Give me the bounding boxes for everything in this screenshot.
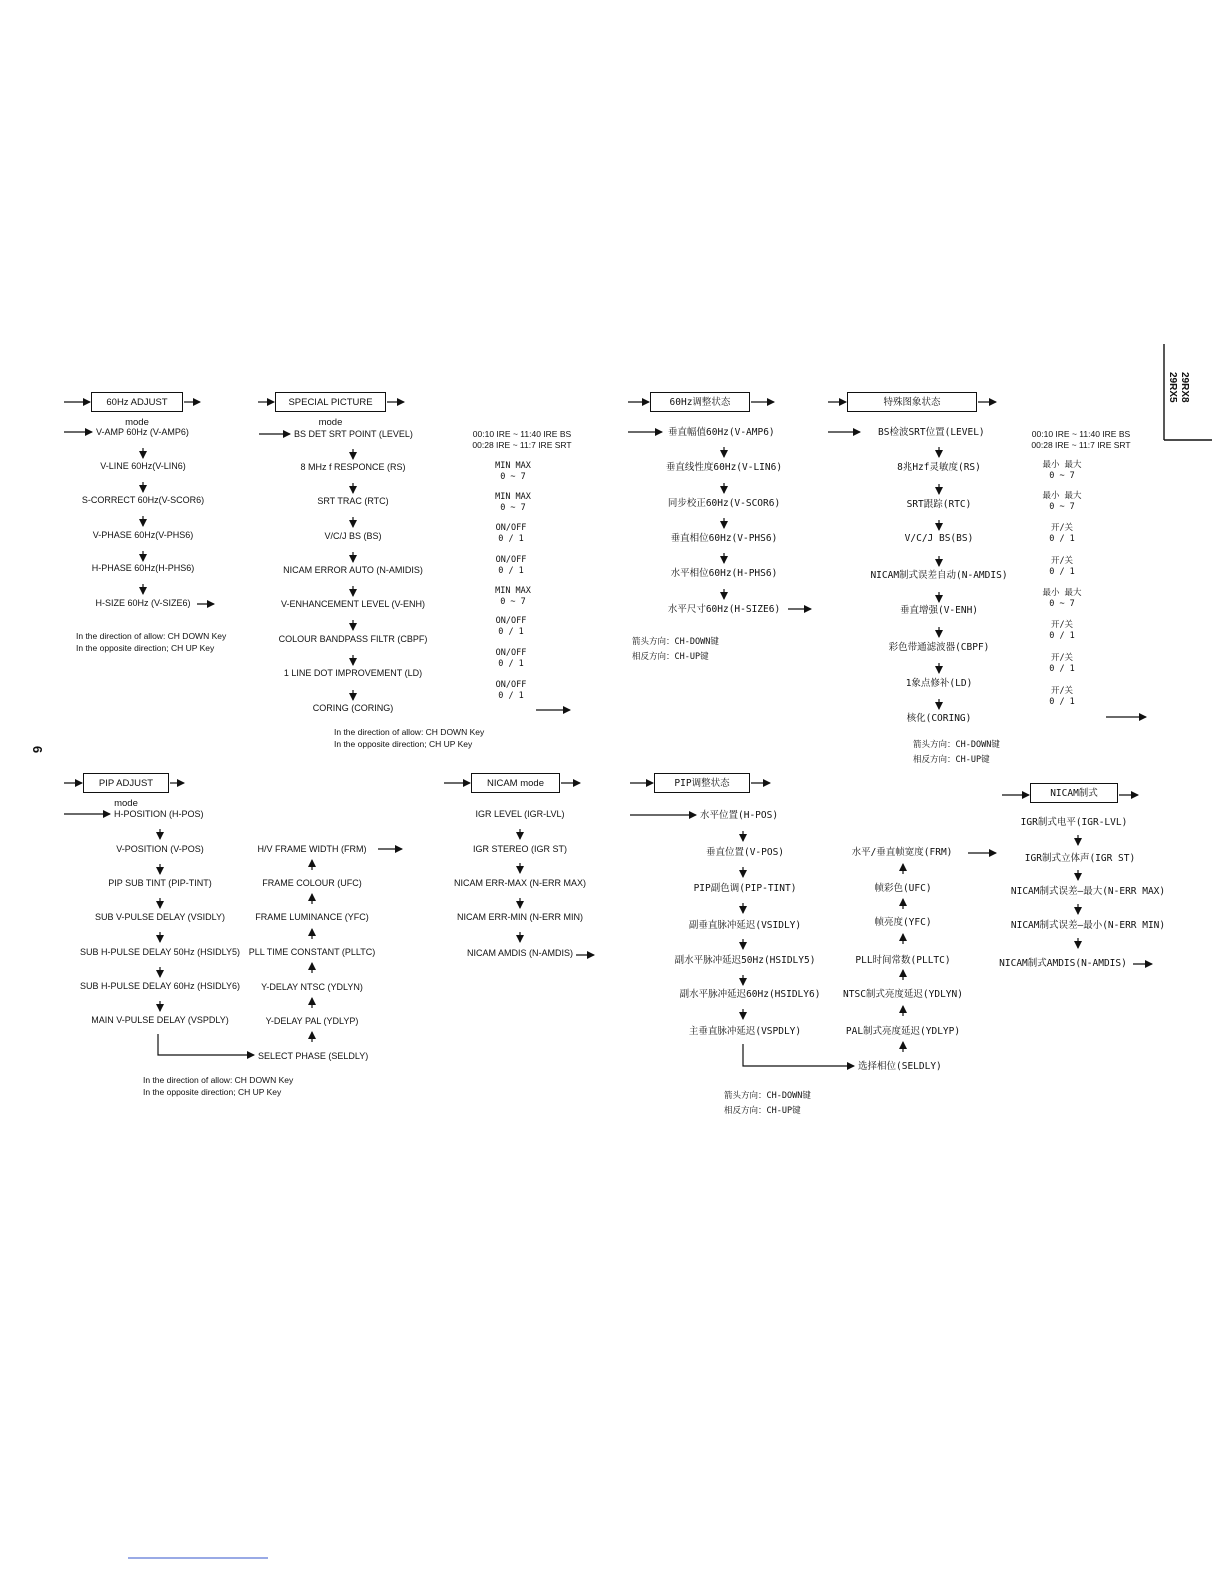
en-nicam-item: NICAM ERR-MAX (N-ERR MAX): [454, 878, 586, 888]
zh-special-value: [1049, 523, 1075, 544]
value-line: 0 ~ 7: [1049, 470, 1075, 481]
en-special-value: [496, 555, 527, 576]
value-line: 开/关: [1050, 556, 1074, 566]
zh-special-value: [1049, 686, 1075, 707]
en-special-item: NICAM ERROR AUTO (N-AMIDIS): [283, 565, 423, 575]
value-line: ON/OFF: [495, 616, 527, 626]
value-line: 0 / 1: [498, 658, 524, 669]
zh-special-value: [1042, 588, 1081, 609]
zh-60hz-item: 垂直幅值60Hz(V-AMP6): [668, 427, 775, 438]
en-pip-right-item: PLL TIME CONSTANT (PLLTC): [248, 947, 376, 957]
zh-special-value: [1049, 653, 1075, 674]
select-phase-connector: [743, 1044, 854, 1066]
en-special-value: [472, 429, 571, 450]
zh-pip-left-item: 副垂直脉冲延迟(VSIDLY): [688, 920, 802, 931]
en-nicam-item: NICAM AMDIS (N-AMDIS): [466, 948, 574, 958]
zh-nicam-mode-title: NICAM制式: [1030, 783, 1118, 803]
en-pip-left-item: SUB H-PULSE DELAY 60Hz (HSIDLY6): [79, 981, 241, 991]
en-special-item: 8 MHz f RESPONCE (RS): [300, 462, 406, 472]
zh-pip-right-item: NTSC制式亮度延迟(YDLYN): [843, 989, 963, 1000]
en-pip-note-2: In the opposite direction; CH UP Key: [143, 1087, 282, 1097]
en-special-value: [496, 648, 527, 669]
en-special-item: COLOUR BANDPASS FILTR (CBPF): [278, 634, 428, 644]
en-pip-left-item: MAIN V-PULSE DELAY (VSPDLY): [91, 1015, 229, 1025]
zh-special-value: [1042, 460, 1081, 481]
en-special-mode-title: SPECIAL PICTURE mode: [275, 392, 386, 412]
en-pip-right-item: FRAME COLOUR (UFC): [262, 878, 362, 888]
value-line: MIN MAX: [495, 492, 531, 502]
en-special-item: SRT TRAC (RTC): [317, 496, 389, 506]
en-pip-right-item: Y-DELAY PAL (YDLYP): [265, 1016, 359, 1026]
en-pip-right-item: SELECT PHASE (SELDLY): [258, 1051, 369, 1061]
model-label-line1: 29RX5: [1167, 372, 1178, 403]
zh-special-value: [1042, 491, 1081, 512]
zh-pip-left-item: 垂直位置(V-POS): [705, 847, 785, 858]
zh-special-value: [1049, 556, 1075, 577]
value-line: 开/关: [1050, 686, 1074, 696]
value-line: 开/关: [1050, 653, 1074, 663]
value-line: 0 ~ 7: [1049, 598, 1075, 609]
zh-pip-right-item: 选择相位(SELDLY): [858, 1061, 942, 1072]
en-special-item: BS DET SRT POINT (LEVEL): [294, 429, 413, 439]
value-line: ON/OFF: [495, 680, 527, 690]
en-special-value: [495, 461, 531, 482]
value-line: ON/OFF: [495, 523, 527, 533]
en-special-item: CORING (CORING): [312, 703, 394, 713]
zh-pip-right-item: PAL制式亮度延迟(YDLYP): [845, 1026, 961, 1037]
zh-nicam-item: NICAM制式AMDIS(N-AMDIS): [999, 958, 1127, 969]
value-line: 0 ~ 7: [500, 502, 526, 513]
en-pip-left-item: SUB V-PULSE DELAY (VSIDLY): [94, 912, 226, 922]
value-line: 0 / 1: [1049, 663, 1075, 674]
value-line: 开/关: [1050, 620, 1074, 630]
en-special-value: [496, 523, 527, 544]
en-pip-right-item: H/V FRAME WIDTH (FRM): [257, 844, 367, 854]
zh-special-item: 8兆Hzf灵敏度(RS): [897, 462, 981, 473]
en-60hz-mode-title: 60Hz ADJUST mode: [91, 392, 183, 412]
zh-pip-mode-title: PIP调整状态: [654, 773, 750, 793]
en-60hz-note-1: In the direction of allow: CH DOWN Key: [76, 631, 227, 641]
zh-pip-right-item: 帧亮度(YFC): [874, 917, 932, 928]
en-60hz-item: H-PHASE 60Hz(H-PHS6): [91, 563, 195, 573]
value-line: 开/关: [1050, 523, 1074, 533]
zh-60hz-item: 同步校正60Hz(V-SCOR6): [667, 498, 781, 509]
select-phase-connector: [158, 1034, 254, 1055]
zh-pip-left-item: 水平位置(H-POS): [700, 810, 779, 821]
zh-special-item: V/C/J BS(BS): [904, 533, 974, 544]
zh-60hz-mode-title: 60Hz调整状态: [650, 392, 750, 412]
zh-pip-note-1: 箭头方向：CH-DOWN键: [724, 1091, 811, 1101]
en-special-item: V/C/J BS (BS): [324, 531, 382, 541]
zh-special-value: [1031, 429, 1130, 450]
value-line: 0 ~ 7: [1049, 501, 1075, 512]
value-line: 00:28 IRE ~ 11:7 IRE SRT: [472, 439, 572, 450]
zh-nicam-item: NICAM制式误差—最小(N-ERR MIN): [1010, 920, 1166, 931]
en-60hz-item: V-PHASE 60Hz(V-PHS6): [92, 530, 194, 540]
zh-nicam-item: NICAM制式误差—最大(N-ERR MAX): [1010, 886, 1166, 897]
value-line: 0 / 1: [498, 690, 524, 701]
zh-pip-left-item: PIP副色调(PIP-TINT): [693, 883, 797, 894]
value-line: 0 / 1: [498, 565, 524, 576]
value-line: 0 / 1: [498, 533, 524, 544]
en-pip-left-item: SUB H-PULSE DELAY 50Hz (HSIDLY5): [79, 947, 241, 957]
value-line: ON/OFF: [495, 555, 527, 565]
model-label-line2: 29RX8: [1179, 372, 1190, 403]
en-pip-mode-title: PIP ADJUST mode: [83, 773, 169, 793]
zh-nicam-item: IGR制式立体声(IGR ST): [1024, 853, 1136, 864]
en-nicam-item: IGR LEVEL (IGR-LVL): [475, 809, 565, 819]
value-line: 00:10 IRE ~ 11:40 IRE BS: [472, 429, 572, 439]
page-number: 6: [30, 745, 46, 754]
en-special-value: [495, 492, 531, 513]
zh-60hz-item: 垂直相位60Hz(V-PHS6): [670, 533, 778, 544]
zh-pip-left-item: 副水平脉冲延迟60Hz(HSIDLY6): [679, 989, 821, 1000]
value-line: 0 / 1: [1049, 696, 1075, 707]
en-pip-right-item: FRAME LUMINANCE (YFC): [255, 912, 369, 922]
en-60hz-note-2: In the opposite direction; CH UP Key: [76, 643, 215, 653]
en-60hz-item: V-LINE 60Hz(V-LIN6): [100, 461, 186, 471]
zh-60hz-note-2: 相反方向：CH-UP键: [632, 652, 709, 662]
en-nicam-item: NICAM ERR-MIN (N-ERR MIN): [457, 912, 583, 922]
zh-special-mode-title: 特殊图象状态: [847, 392, 977, 412]
en-60hz-item: V-AMP 60Hz (V-AMP6): [96, 427, 189, 437]
value-line: 0 / 1: [1049, 630, 1075, 641]
en-special-value: [496, 616, 527, 637]
en-pip-right-item: Y-DELAY NTSC (YDLYN): [261, 982, 363, 992]
en-pip-left-item: H-POSITION (H-POS): [114, 809, 204, 819]
zh-special-value: [1049, 620, 1075, 641]
zh-pip-right-item: PLL时间常数(PLLTC): [855, 955, 951, 966]
value-line: 最小 最大: [1042, 588, 1082, 598]
value-line: 0 / 1: [1049, 566, 1075, 577]
en-special-item: 1 LINE DOT IMPROVEMENT (LD): [283, 668, 423, 678]
value-line: ON/OFF: [495, 648, 527, 658]
zh-60hz-note-1: 箭头方向：CH-DOWN键: [632, 637, 719, 647]
en-special-value: [496, 680, 527, 701]
value-line: 0 / 1: [1049, 533, 1075, 544]
zh-special-item: SRT跟踪(RTC): [906, 499, 972, 510]
zh-pip-left-item: 主垂直脉冲延迟(VSPDLY): [688, 1026, 802, 1037]
value-line: MIN MAX: [495, 586, 531, 596]
en-pip-left-item: V-POSITION (V-POS): [116, 844, 204, 854]
zh-special-item: BS检波SRT位置(LEVEL): [878, 427, 985, 438]
value-line: 最小 最大: [1042, 491, 1082, 501]
en-special-value: [495, 586, 531, 607]
en-nicam-item: IGR STEREO (IGR ST): [472, 844, 568, 854]
en-pip-note-1: In the direction of allow: CH DOWN Key: [143, 1075, 294, 1085]
zh-special-item: 核化(CORING): [906, 713, 972, 724]
value-line: 0 ~ 7: [500, 471, 526, 482]
en-special-note-1: In the direction of allow: CH DOWN Key: [334, 727, 485, 737]
value-line: 0 ~ 7: [500, 596, 526, 607]
zh-special-note-1: 箭头方向：CH-DOWN键: [913, 740, 1000, 750]
zh-pip-note-2: 相反方向：CH-UP键: [724, 1106, 801, 1116]
zh-special-note-2: 相反方向：CH-UP键: [913, 755, 990, 765]
value-line: 0 / 1: [498, 626, 524, 637]
zh-special-item: NICAM制式误差自动(N-AMDIS): [870, 570, 1008, 581]
zh-nicam-item: IGR制式电平(IGR-LVL): [1020, 817, 1128, 828]
en-60hz-item: H-SIZE 60Hz (V-SIZE6): [95, 598, 191, 608]
value-line: 最小 最大: [1042, 460, 1082, 470]
zh-special-item: 1象点修补(LD): [905, 678, 973, 689]
zh-special-item: 彩色带通滤波器(CBPF): [888, 642, 990, 653]
en-special-item: V-ENHANCEMENT LEVEL (V-ENH): [280, 599, 426, 609]
zh-special-item: 垂直增强(V-ENH): [899, 605, 979, 616]
value-line: MIN MAX: [495, 461, 531, 471]
en-pip-left-item: PIP SUB TINT (PIP-TINT): [108, 878, 212, 888]
en-nicam-mode-title: NICAM mode: [471, 773, 560, 793]
en-60hz-item: S-CORRECT 60Hz(V-SCOR6): [81, 495, 205, 505]
value-line: 00:10 IRE ~ 11:40 IRE BS: [1031, 429, 1131, 439]
zh-pip-left-item: 副水平脉冲延迟50Hz(HSIDLY5): [674, 955, 816, 966]
zh-pip-right-item: 水平/垂直帧宽度(FRM): [851, 847, 953, 858]
en-special-note-2: In the opposite direction; CH UP Key: [334, 739, 473, 749]
value-line: 00:28 IRE ~ 11:7 IRE SRT: [1031, 439, 1131, 450]
zh-pip-right-item: 帧彩色(UFC): [874, 883, 932, 894]
zh-60hz-item: 水平尺寸60Hz(H-SIZE6): [667, 604, 781, 615]
zh-60hz-item: 垂直线性度60Hz(V-LIN6): [665, 462, 783, 473]
zh-60hz-item: 水平相位60Hz(H-PHS6): [670, 568, 778, 579]
